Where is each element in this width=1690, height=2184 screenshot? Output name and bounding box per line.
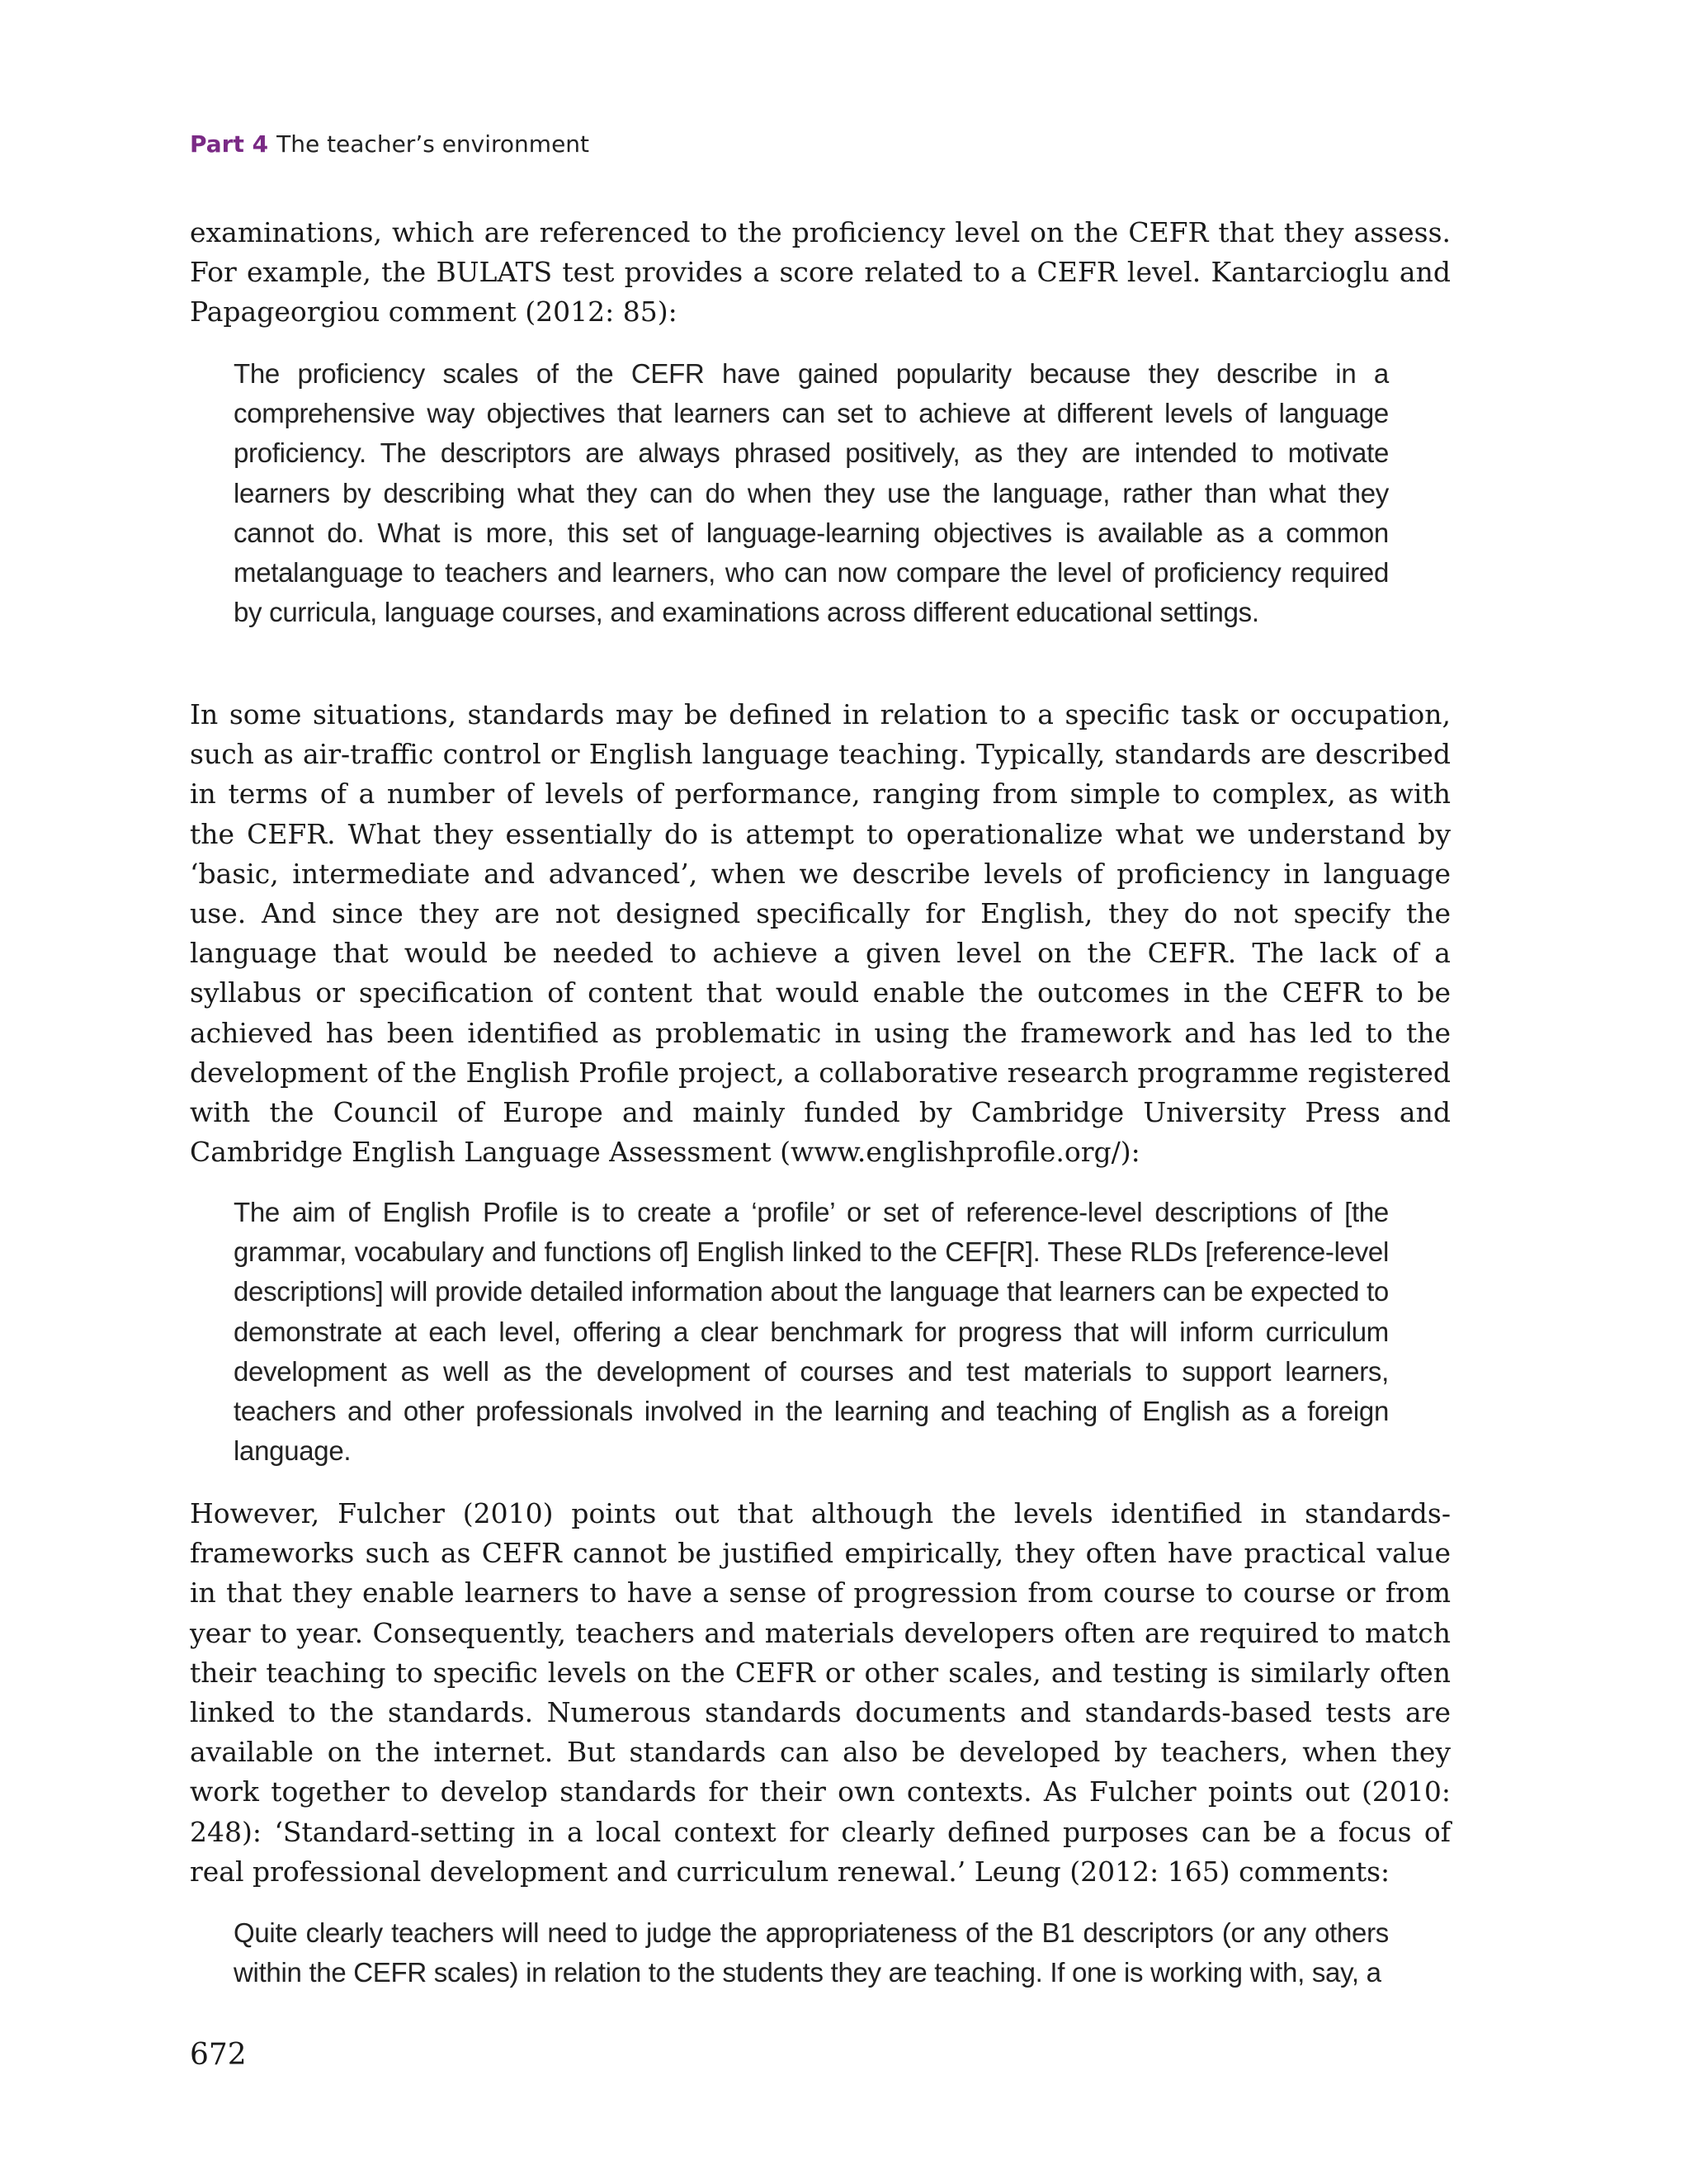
running-head: [190, 129, 589, 160]
body-paragraph-3: However, Fulcher (2010) points out that although the levels identified in standards-frameworks such as CEFR cannot be justified empirically, they often have practical value in that they enable learners to have a sense of progression from course to course or from year to year. Consequently, teachers and materials developers often are required to match their teaching to specific levels on the CEFR or other scales, and testing is similarly often linked to the standards. Numerous standards documents and standards-based tests are available on the internet. But standards can also be developed by teachers, when they work together to develop standards for their own contexts. As Fulcher points out (2010: 248): ‘Standard-setting in a local context for clearly defined purposes can be a focus of real professional development and curriculum renewal.’ Leung (2012: 165) comments:: [190, 1497, 1451, 1888]
body-paragraph-2: In some situations, standards may be defined in relation to a specific task or occupation, such as air-traffic control or English language teaching. Typically, standards are described in terms of a number of levels of performance, ranging from simple to complex, as with the CEFR. What they essentially do is attempt to operationalize what we understand by ‘basic, intermediate and advanced’, when we describe levels of proficiency in language use. And since they are not designed specifically for English, they do not specify the language that would be needed to achieve a given level on the CEFR. The lack of a syllabus or specification of content that would enable the outcomes in the CEFR to be achieved has been identified as problematic in using the framework and has led to the development of the English Profile project, a collaborative research programme registered with the Council of Europe and mainly funded by Cambridge University Press and Cambridge English Language Assessment (www.englishprofile.org/):: [190, 698, 1451, 1169]
block-quote-2: The aim of English Profile is to create a ‘profile’ or set of reference-level descriptions of [the grammar, vocabulary and functions of] English linked to the CEF[R]. These RLDs [reference-level descriptions] will provide detailed information about the language that learners can be expected to demonstrate at each level, offering a clear benchmark for progress that will inform curriculum development as well as the development of courses and test materials to support learners, teachers and other professionals involved in the learning and teaching of English as a foreign language.: [234, 1197, 1389, 1467]
section-title: The teacher’s environment: [276, 130, 590, 158]
block-quote-3: Quite clearly teachers will need to judge the appropriateness of the B1 descriptors (or any others within the CEFR scales) in relation to the students they are teaching. If one is working with, say, a: [234, 1917, 1389, 1988]
page-number: 672: [190, 2038, 247, 2072]
part-label: Part 4: [190, 130, 269, 158]
body-paragraph-1: examinations, which are referenced to the proficiency level on the CEFR that they assess. For example, the BULATS test provides a score related to a CEFR level. Kantarcioglu and Papageorgiou comment (2012: 85):: [190, 216, 1451, 329]
block-quote-1: The proficiency scales of the CEFR have gained popularity because they describe in a comprehensive way objectives that learners can set to achieve at different levels of language proficiency. The descriptors are always phrased positively, as they are intended to motivate learners by describing what they can do when they use the language, rather than what they cannot do. What is more, this set of language-learning objectives is available as a common metalanguage to teachers and learners, who can now compare the level of proficiency required by curricula, language courses, and examinations across different educational settings.: [234, 358, 1389, 628]
